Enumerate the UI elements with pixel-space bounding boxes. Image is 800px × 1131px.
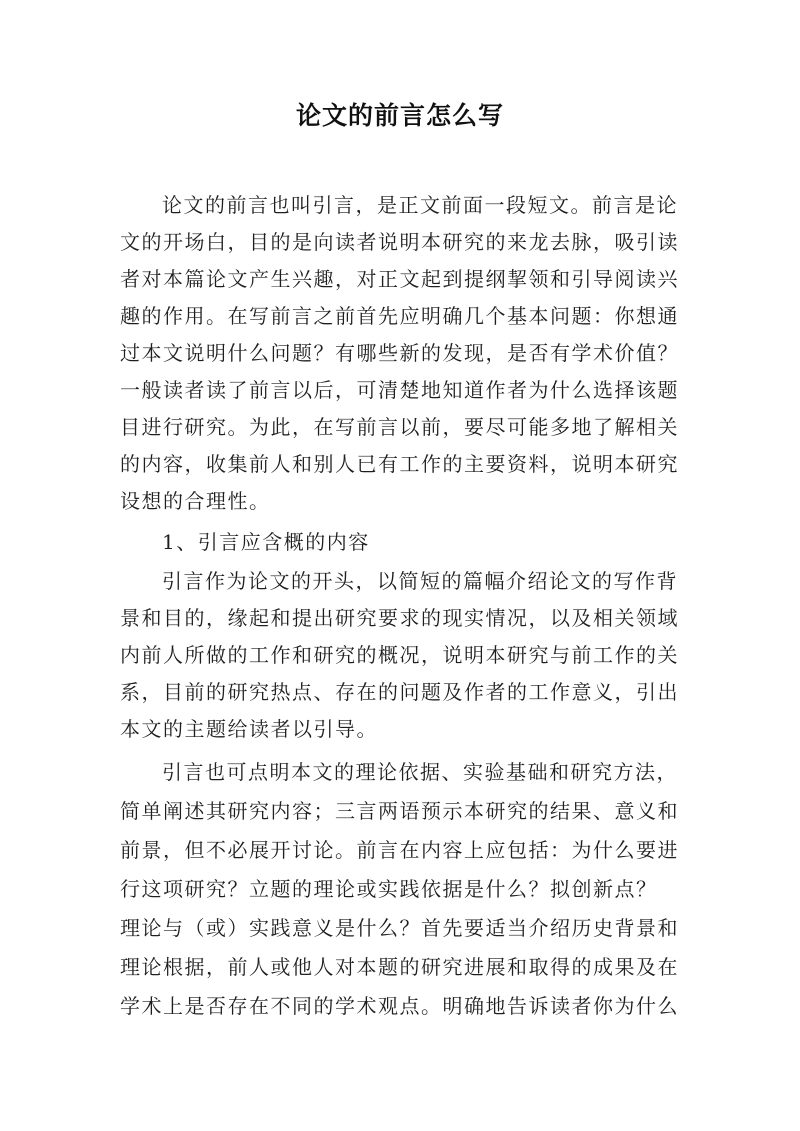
body-text-line: 论文的前言也叫引言，是正文前面一段短文。前言是论	[162, 193, 678, 217]
body-text-line: 理论与（或）实践意义是什么？首先要适当介绍历史背景和	[120, 916, 679, 940]
body-text-line: 内前人所做的工作和研究的概况，说明本研究与前工作的关	[120, 643, 679, 667]
body-text-line: 理论根据，前人或他人对本题的研究进展和取得的成果及在	[120, 955, 679, 979]
body-text-line: 学术上是否存在不同的学术观点。明确地告诉读者你为什么	[120, 994, 679, 1018]
body-text-line: 一般读者读了前言以后，可清楚地知道作者为什么选择该题	[120, 378, 679, 402]
body-text-line: 者对本篇论文产生兴趣，对正文起到提纲挈领和引导阅读兴	[120, 267, 679, 291]
body-text-line: 本文的主题给读者以引导。	[120, 717, 378, 741]
section-heading: 1、引言应含概的内容	[162, 530, 370, 554]
body-text-line: 行这项研究？立题的理论或实践依据是什么？拟创新点？	[120, 877, 658, 901]
body-text-line: 前景，但不必展开讨论。前言在内容上应包括：为什么要进	[120, 838, 679, 862]
body-text-line: 简单阐述其研究内容；三言两语预示本研究的结果、意义和	[120, 799, 679, 823]
body-text-line: 设想的合理性。	[120, 489, 271, 513]
body-text-line: 趣的作用。在写前言之前首先应明确几个基本问题：你想通	[120, 304, 679, 328]
body-text-line: 引言作为论文的开头，以简短的篇幅介绍论文的写作背	[162, 569, 678, 593]
body-text-line: 系，目前的研究热点、存在的问题及作者的工作意义，引出	[120, 680, 679, 704]
body-text-line: 景和目的，缘起和提出研究要求的现实情况，以及相关领域	[120, 606, 679, 630]
body-text-line: 引言也可点明本文的理论依据、实验基础和研究方法，	[162, 760, 678, 784]
body-text-line: 过本文说明什么问题？有哪些新的发现，是否有学术价值？	[120, 341, 679, 365]
body-text-line: 文的开场白，目的是向读者说明本研究的来龙去脉，吸引读	[120, 230, 679, 254]
body-text-line: 目进行研究。为此，在写前言以前，要尽可能多地了解相关	[120, 415, 679, 439]
document-title: 论文的前言怎么写	[295, 101, 504, 130]
body-text-line: 的内容，收集前人和别人已有工作的主要资料，说明本研究	[120, 452, 679, 476]
